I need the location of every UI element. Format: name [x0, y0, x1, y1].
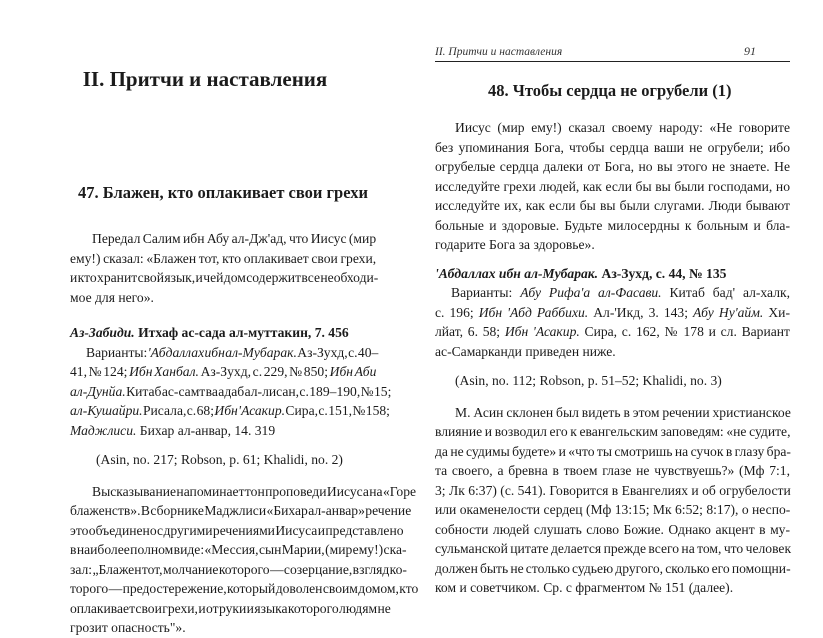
text-line: и кто хранит свой язык, и чей дом содержит все необходи- — [70, 270, 379, 285]
citation-text: с. 196; — [435, 304, 479, 320]
text-line: огрубелые сердца далеки от Бога, но вы этого не знаете. Не — [435, 159, 790, 174]
text-line: мое для него». — [70, 289, 154, 305]
text-line: торого — предостережение, который доволен своим домом, кто — [70, 581, 419, 596]
running-header — [435, 44, 790, 62]
references-48: (Asin, no. 112; Robson, p. 51–52; Khalidi, no. 3) — [455, 373, 722, 388]
variants-line — [435, 303, 790, 323]
variants-line — [70, 362, 376, 382]
source-47 — [70, 323, 376, 343]
cited-author: Ибн Аби — [329, 364, 377, 379]
source-author: Аз-Забиди. — [70, 325, 135, 340]
citation-text: Хи- — [763, 304, 790, 320]
section-heading-47: 47. Блажен, кто оплакивает свои грехи — [78, 183, 368, 202]
running-head: II. Притчи и наставления — [435, 46, 563, 58]
citation-text: Рисала, с. 68; — [142, 403, 215, 418]
text-line: собности людей слушать слово Божие. Однако акцент в му- — [435, 521, 790, 537]
variants-line — [70, 401, 390, 421]
text-line: да не судимы будете» и «что ты смотришь на сучок в глазу бра- — [435, 443, 791, 459]
text-line: должен быть не столько судьею другого, сколько его помощни- — [435, 560, 791, 576]
text-line: больные и здоровые. Будьте милосердны к больным и бла- — [435, 217, 790, 233]
text-line: ему!) сказал: «Блажен тот, кто оплакивает свои грехи, — [70, 250, 377, 266]
variants-line — [70, 421, 376, 441]
citation-text: Варианты: — [451, 285, 521, 300]
cited-author: Абу Рифа'а ал-Фасави. — [520, 285, 662, 300]
text-line: блаженств». В сборнике Маджлиси «Бихар ал-анвар» речение — [70, 503, 412, 518]
text-line: без упоминания Бога, чтобы сердца ваши не огрубели; ибо — [435, 139, 790, 155]
text-line: в наиболее полном виде: «Мессия, сын Марии, (мир ему!) ска- — [70, 542, 407, 557]
left-column — [70, 66, 419, 638]
cited-author: Ибн 'Асакир. — [504, 324, 580, 339]
text-line: 3; Лк 6:37) (с. 541). Говорится в Евангелиях и об огрубелости — [435, 482, 791, 498]
text-line: М. Асин склонен был видеть в этом речении христианское — [455, 404, 791, 420]
saying-47 — [70, 229, 379, 307]
citation-text: Китаб бад' ал-халк, — [661, 285, 790, 300]
chapter-title: II. Притчи и наставления — [82, 67, 328, 91]
variants-line — [435, 283, 790, 303]
text-line: влияние и возводил его к евангельским заповедям: «не судите, — [435, 424, 791, 439]
references-47: (Asin, no. 217; Robson, p. 61; Khalidi, no. 2) — [96, 452, 343, 467]
source-work: Аз-Зухд, с. 44, № 135 — [601, 265, 727, 281]
text-line: годарите Бога за здоровье». — [435, 237, 595, 252]
citation-text: Аз-Зухд, с. 229, № 850; — [198, 364, 330, 379]
variants-line — [435, 322, 790, 342]
cited-author: ал-Кушайри. — [70, 403, 143, 418]
cited-author: Абу Ну'айм. — [693, 304, 764, 320]
source-work: Итхаф ас-сада ал-муттакин, 7. 456 — [138, 325, 349, 340]
text-line: исследуйте их, как если бы вы были слугами. Люди бывают — [435, 198, 790, 213]
variants-47 — [70, 343, 392, 441]
cited-author: Ибн Ханбал. — [129, 364, 199, 379]
variants-line — [70, 343, 379, 363]
citation-text: Сира, с. 151, № 158; — [285, 403, 390, 418]
text-line: Высказывание напоминает тон проповеди Иисуса на «Горе — [92, 483, 417, 499]
section-heading-48: 48. Чтобы сердца не огрубели (1) — [488, 81, 732, 100]
commentary-47 — [70, 482, 419, 638]
cited-author: Маджлиси. — [70, 422, 137, 438]
text-line: Иисус (мир ему!) сказал своему народу: «Не говорите — [455, 120, 790, 135]
source-author: 'Абдаллах ибн ал-Мубарак. — [435, 265, 599, 281]
page-number: 91 — [744, 44, 756, 58]
citation-text: Китаб ас-самт ва адаб ал-лисан, с. 189–190, № 15; — [125, 383, 392, 399]
citation-text: ас-Самарканди приведен ниже. — [435, 343, 616, 359]
saying-48 — [435, 118, 790, 255]
variants-line — [70, 382, 392, 402]
citation-text: Бихар ал-анвар, 14. 319 — [136, 422, 276, 438]
text-line: Передал Салим ибн Абу ал-Дж'ад, что Иисус (мир — [92, 231, 377, 246]
cited-author: 'Абдаллах ибн ал-Мубарак. — [147, 344, 297, 360]
cited-author: Ибн 'Асакир. — [214, 403, 286, 418]
commentary-48 — [435, 403, 790, 598]
right-column — [435, 44, 790, 598]
variants-line — [435, 342, 790, 362]
citation-text: лйат, 6. 58; — [435, 324, 505, 339]
citation-text: Сира, с. 162, № 178 и сл. Вариант — [579, 324, 790, 339]
variants-48 — [435, 283, 790, 361]
text-line: та своего, а бревна в твоем глазе не чувствуешь?» (Мф 7:1, — [435, 463, 790, 478]
text-line: это объединено с другими речениями Иисуса и представлено — [70, 522, 404, 538]
citation-text: Варианты: — [86, 344, 148, 360]
text-line: грозит опасность"». — [70, 620, 186, 635]
right-page — [410, 0, 823, 626]
cited-author: ал-Дунйа. — [70, 383, 126, 399]
citation-text: Аз-Зухд, с. 40– — [296, 344, 379, 360]
cited-author: Ибн 'Абд Раббихи. — [478, 304, 589, 320]
text-line: ком и советчиком. Ср. с фрагментом № 151 (далее). — [435, 580, 734, 595]
citation-text: 41, № 124; — [70, 364, 130, 379]
citation-text: Ал-'Икд, 3. 143; — [588, 304, 694, 320]
text-line: оплакивает свои грехи, и от руки и языка которого людям не — [70, 600, 391, 616]
source-48 — [435, 264, 790, 284]
text-line: или окаменелости сердец (Мф 13:15; Мк 6:52; 8:17), о неспо- — [435, 502, 791, 517]
text-line: исследуйте грехи людей, как если бы вы были господами, но — [435, 178, 790, 194]
text-line: зал: „Блажен тот, молчание которого — созерцание, взгляд ко- — [70, 561, 407, 577]
text-line: сульманской цитате делается прежде всего на том, что человек — [435, 541, 792, 556]
